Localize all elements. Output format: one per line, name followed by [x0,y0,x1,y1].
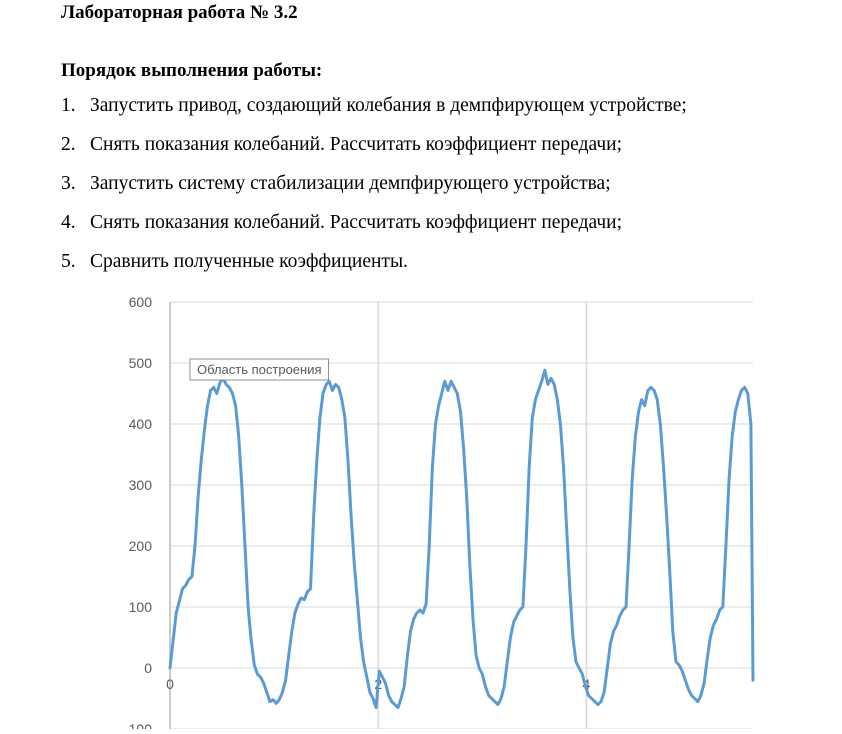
chart-container[interactable] [0,290,842,729]
list-item [61,173,687,212]
y-tick-label: 100 [128,599,152,615]
tooltip-label: Область построения [197,362,322,377]
y-tick-label: 0 [144,660,152,676]
step-text: Снять показания колебаний. Рассчитать коэффициент передачи; [90,212,623,233]
x-tick-label: 0 [166,676,174,692]
step-number: 5. [61,251,76,272]
y-tick-label: 400 [128,416,152,432]
y-tick-label: -100 [123,721,152,729]
x-tick-label: 2 [374,676,383,692]
list-item [61,134,687,173]
list-item [61,95,687,134]
y-tick-label: 600 [128,294,152,310]
document-title: Лабораторная работа № 3.2 [61,2,298,23]
x-tick-label: 4 [582,676,591,692]
y-axis-ticks [124,294,152,729]
plot-area-tooltip [190,359,329,380]
step-text: Запустить систему стабилизации демпфирующего устройства; [90,173,611,194]
y-tick-label: 300 [128,477,152,493]
section-heading: Порядок выполнения работы: [61,60,323,81]
step-number: 4. [61,212,76,233]
list-item [61,251,687,290]
series-line [170,370,753,707]
list-item [61,212,687,251]
y-tick-label: 200 [128,538,152,554]
chart-series [170,370,753,707]
step-number: 3. [61,173,76,194]
step-text: Запустить привод, создающий колебания в демпфирующем устройстве; [90,95,687,116]
oscillation-chart[interactable] [0,290,842,729]
y-tick-label: 500 [128,355,152,371]
step-text: Сравнить полученные коэффициенты. [90,251,408,272]
step-number: 1. [61,95,76,116]
steps-list [61,95,687,290]
step-text: Снять показания колебаний. Рассчитать коэффициент передачи; [90,134,623,155]
step-number: 2. [61,134,76,155]
